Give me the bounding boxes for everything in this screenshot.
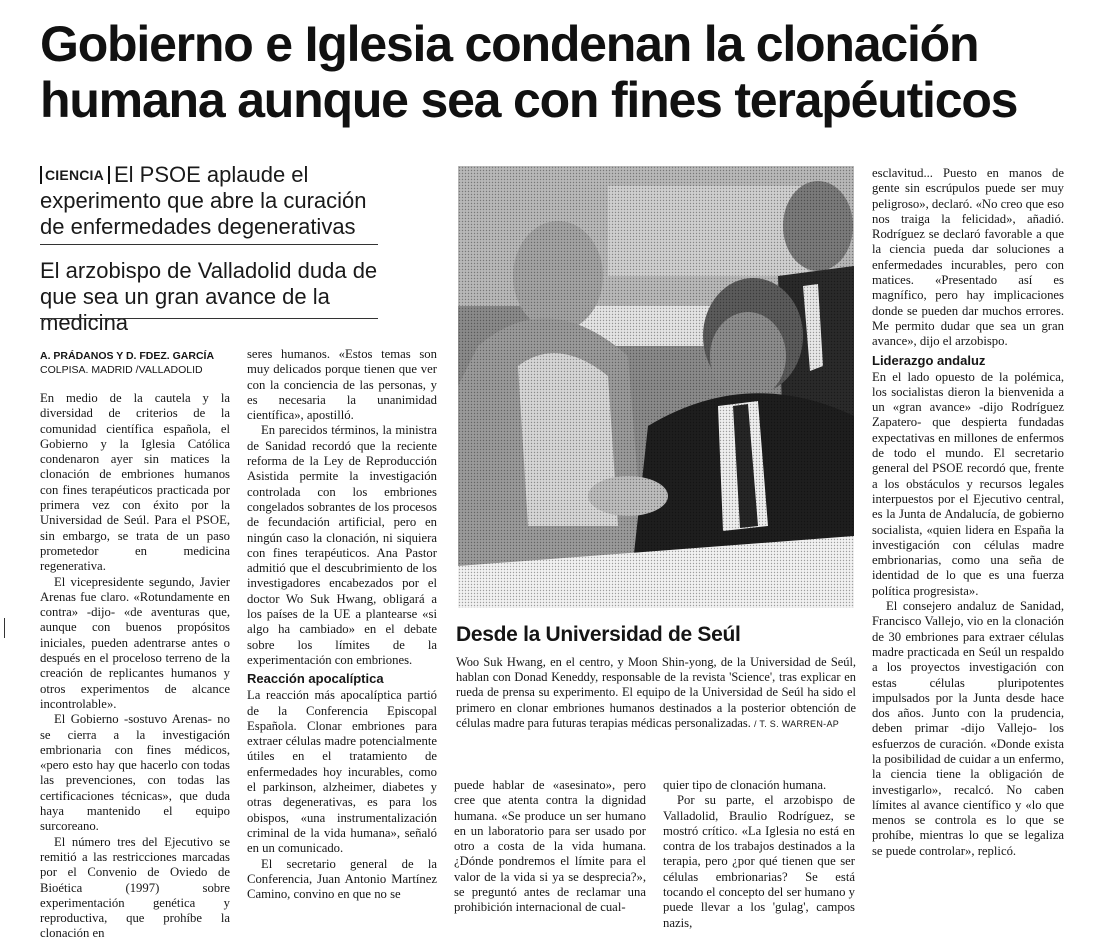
paragraph: El secretario general de la Conferencia, Juan Antonio Martínez Camino, convino en que no se [247,856,437,902]
subhead-primary [40,162,380,240]
paragraph: El número tres del Ejecutivo se remitió a las restricciones marcadas por el Convenio de Oviedo de Bioética (1997) sobre experimentación genética y reproductiva, que prohíbe la clonación en [40,834,230,941]
photo-caption [456,655,856,732]
photo-caption-title: Desde la Universidad de Seúl [456,623,741,646]
tag-divider [108,166,110,184]
photo-caption-text: Woo Suk Hwang, en el centro, y Moon Shin-yong, de la Universidad de Seúl, hablan con Donad Keneddy, responsable de la revista 'Science', tras explicar en rueda de prensa su experimento. El equipo de la Universidad de Seúl ha sido el primero en clonar embriones humanos destinados a la posterior obtención de células madre para futuras terapias médicas personalizadas. [456,655,856,730]
headline: Gobierno e Iglesia condenan la clonación humana aunque sea con fines terapéuticos [40,16,1018,128]
paragraph: quier tipo de clonación humana. [663,778,827,792]
news-photo [458,166,854,608]
section-tag: CIENCIA [40,166,104,184]
subhead-rule-2 [40,318,378,319]
article-column-3 [454,778,646,916]
byline [40,349,260,377]
byline-authors: A. PRÁDANOS Y D. FDEZ. GARCÍA [40,350,215,362]
paragraph: puede hablar de «asesinato», pero cree que atenta contra la dignidad humana. «Se produce un ser humano en un laboratorio para ser usado por otro a costa de la vida humana. ¿Dónde pondremos el límite para el valor de la vida si ya se desprecia?», se preguntó antes de reclamar una prohibición internacional de cual- [454,778,646,915]
section-heading-liderazgo: Liderazgo andaluz [872,352,986,368]
paragraph: En parecidos términos, la ministra de Sanidad recordó que la reciente reforma de la Ley de Reproducción Asistida permite la investigación controlada con los embriones congelados sobrantes de los procesos de fecundación artificial, pero en ningún caso la clonación, ni siquiera con fines terapéuticos. Ana Pastor admitió que el descubrimiento de los investigadores encabezados por el doctor Wo Suk Hwang, obligará a los países de la UE a plantearse «si algo ha cambiado» en el debate sobre los límites de la experimentación con embriones. [247,423,437,667]
margin-mark [4,618,5,638]
photo-credit: / T. S. WARREN-AP [753,718,840,729]
paragraph: El vicepresidente segundo, Javier Arenas fue claro. «Rotundamente en contra» -dijo- «de aventuras que, aunque con buenos propósitos iniciales, pueden adentrarse antes o después en el proceloso terreno de la creación de replicantes humanos y otros experimentos de alcance incontrolable». [40,574,230,711]
article-column-1 [40,391,230,942]
paragraph: Por su parte, el arzobispo de Valladolid, Braulio Rodríguez, se mostró crítico. «La Iglesia no está en contra de los trabajos destinados a la terapia, pero ¿por qué tienen que ser células embrionarias? Se está tocando el concepto del ser humano y puede llevar a los 'gulag', campos nazis, [663,793,855,930]
article-column-5 [872,166,1064,859]
paragraph: En medio de la cautela y la diversidad de criterios de la comunidad científica española, el Gobierno y la Iglesia Católica condenaron ayer sin matices la clonación de embriones humanos con fines terapéuticos practicada por primera vez con éxito por la Universidad de Seúl. Para el PSOE, sin embargo, se trata de un paso prometedor en medicina regenerativa. [40,391,230,574]
paragraph: La reacción más apocalíptica partió de la Conferencia Episcopal Española. Clonar embriones para extraer células madre potencialmente útiles en el tratamiento de enfermedades hoy incurables, como el parkinson, alzheimer, diabetes y otras degenerativas, es para los obispos, «una instrumentalización criminal de la vida humana», señaló en un comunicado. [247,688,437,856]
paragraph: esclavitud... Puesto en manos de gente sin escrúpulos puede ser muy peligroso», declaró. «No creo que eso nos traiga la felicidad», añadió. Rodríguez se declaró favorable a que la ciencia pueda dar soluciones a enfermedades incurables, pero con matices. «Presentado así es magnífico, pero hay implicaciones donde se pueden dar muchos errores. Me permito dudar que sea un gran avance», dijo el arzobispo. [872,166,1065,349]
byline-agency: COLPISA. MADRID /VALLADOLID [40,364,203,376]
paragraph: El consejero andaluz de Sanidad, Francisco Vallejo, vio en la clonación de 30 embriones para extraer células madre practicada en Seúl un respaldo a los proyectos investigación con estas células pluripotentes impulsados por la Junta desde hace dos años. Junto con la prudencia, deben primar -dijo Vallejo- los esfuerzos de curación. «Donde exista la posibilidad de cuidar a un enfermo, la ciencia tiene la obligación de investigarlo», recalcó. No caben límites al avance científico y «lo que menos se controla es lo que se prohíbe, mientras lo que se legaliza se puede controlar», replicó. [872,599,1065,858]
article-column-4 [663,778,855,931]
paragraph: El Gobierno -sostuvo Arenas- no se cierra a la investigación embrionaria con fines médicos, «pero esto hay que hacerlo con todas las prevenciones, con todas las certificaciones técnicas», que duda haya mantenido el equipo surcoreano. [40,712,230,834]
article-column-2 [247,347,437,902]
subhead-primary-text: El PSOE aplaude el experimento que abre la curación de enfermedades degenerativas [40,162,367,239]
photo-illustration [458,166,854,608]
paragraph: En el lado opuesto de la polémica, los socialistas dieron la bienvenida a un «gran avance» -dijo Rodríguez Zapatero- que despierta fundadas expectativas en millones de enfermos de todo el mundo. El secretario general del PSOE recordó que, frente a los obstáculos y recursos legales interpuestos por el Ejecutivo central, es la Junta de Andalucía, de gobierno socialista, «quien lidera en España la investigación con células madre embrionarias, como una seña de identidad de lo que es una fuerza política progresista». [872,369,1064,598]
subhead-secondary: El arzobispo de Valladolid duda de que sea un gran avance de la medicina [40,258,378,335]
subhead-rule-1 [40,244,378,245]
paragraph: seres humanos. «Estos temas son muy delicados porque tienen que ver con la conciencia de las personas, y es necesaria la unanimidad científica», apostilló. [247,347,437,423]
section-heading-reaccion: Reacción apocalíptica [247,671,384,687]
